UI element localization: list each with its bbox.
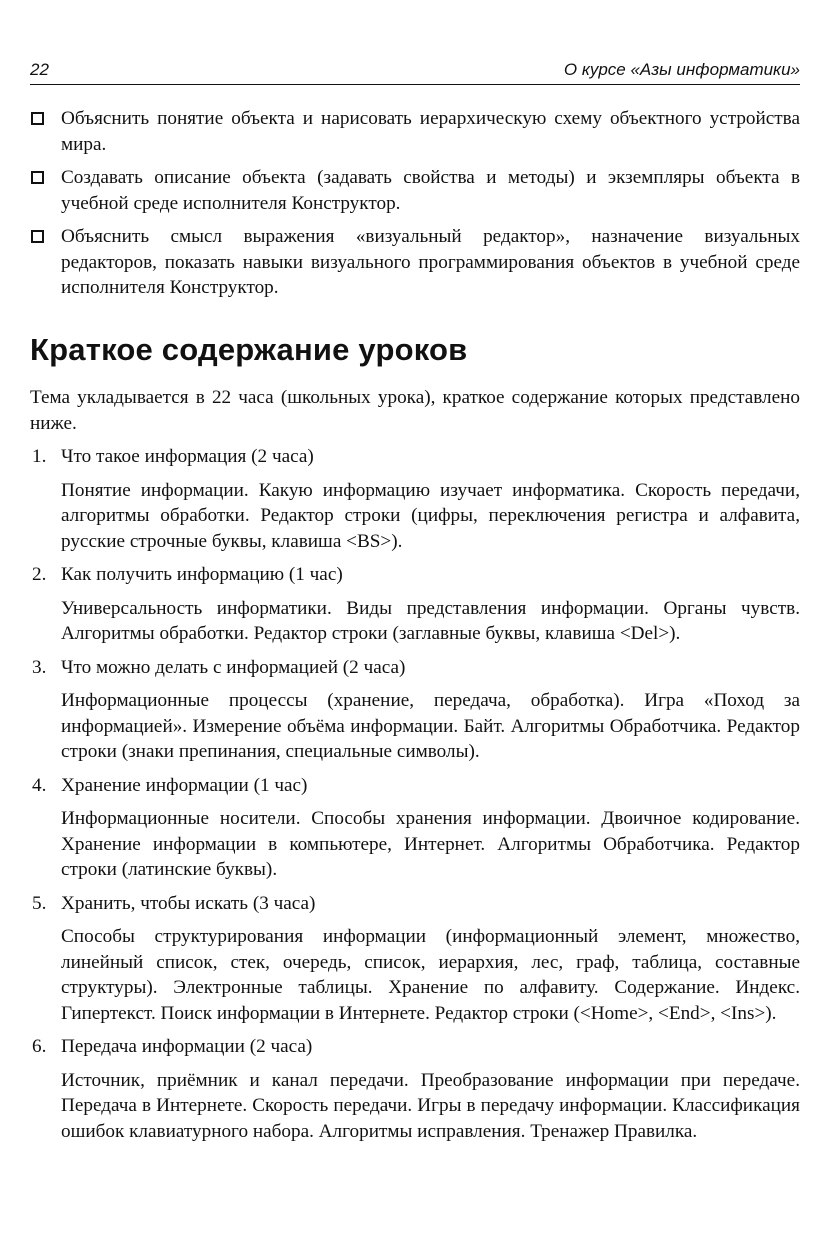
objective-item <box>30 165 800 216</box>
lesson-body: Понятие информации. Какую информацию изучает информатика. Скорость передачи, алгоритмы обработки. Редактор строки (цифры, переключения регистра и алфавита, русские строчные буквы, клавиша <BS>). <box>61 479 800 552</box>
lesson-body: Универсальность информатики. Виды представления информации. Органы чувств. Алгоритмы обработки. Редактор строки (заглавные буквы, клавиша <Del>). <box>61 597 800 644</box>
lesson-heading <box>30 444 800 470</box>
lesson-heading <box>30 562 800 588</box>
lesson-number: 2. <box>32 564 47 585</box>
lesson-body: Информационные процессы (хранение, передача, обработка). Игра «Поход за информацией». Измерение объёма информации. Байт. Алгоритмы Обработчика. Редактор строки (знаки препинания, специальные символы). <box>61 690 800 762</box>
checkbox-bullet-icon <box>31 112 44 125</box>
intro-paragraph: Тема укладывается в 22 часа (школьных урока), краткое содержание которых представлено ниже. <box>30 387 800 434</box>
lesson-heading <box>30 1034 800 1060</box>
lesson-body: Способы структурирования информации (информационный элемент, множество, линейный список, стек, очередь, список, иерархия, лес, граф, таблица, составные структуры). Электронные таблицы. Хранение по алфавиту. Содержание. Индекс. Гипертекст. Поиск информации в Интернете. Редактор строки (<Home>, <End>, <Ins>). <box>61 926 800 1024</box>
objective-item <box>30 106 800 157</box>
page-number: 22 <box>30 60 49 79</box>
lesson-item <box>30 891 800 1027</box>
lesson-title: Что можно делать с информацией (2 часа) <box>61 656 406 678</box>
lesson-heading <box>30 655 800 681</box>
objective-text: Создавать описание объекта (задавать свойства и методы) и экземпляры объекта в учебной среде исполнителя Конструктор. <box>61 167 800 214</box>
lesson-item <box>30 444 800 554</box>
objective-item <box>30 224 800 301</box>
lessons-list <box>30 444 800 1152</box>
objective-text: Объяснить понятие объекта и нарисовать иерархическую схему объектного устройства мира. <box>61 108 800 155</box>
lesson-item <box>30 655 800 765</box>
lesson-number: 3. <box>32 656 47 678</box>
checkbox-bullet-icon <box>31 171 44 184</box>
lesson-item <box>30 562 800 647</box>
lesson-body: Источник, приёмник и канал передачи. Преобразование информации при передаче. Передача в Интернете. Скорость передачи. Игры в передачу информации. Классификация ошибок клавиатурного набора. Алгоритмы исправления. Тренажер Правилка. <box>61 1069 800 1142</box>
lesson-heading <box>30 773 800 799</box>
lesson-title: Передача информации (2 часа) <box>61 1036 313 1057</box>
lesson-title: Хранить, чтобы искать (3 часа) <box>61 892 316 914</box>
lesson-heading <box>30 891 800 917</box>
lesson-title: Хранение информации (1 час) <box>61 774 308 796</box>
running-head-title: О курсе «Азы информатики» <box>563 60 800 79</box>
lesson-number: 4. <box>32 774 47 796</box>
lesson-number: 6. <box>32 1036 47 1057</box>
lesson-title: Как получить информацию (1 час) <box>61 564 343 585</box>
checkbox-bullet-icon <box>31 230 44 243</box>
section-title: Краткое содержание уроков <box>30 332 468 367</box>
lesson-number: 5. <box>32 892 47 914</box>
lesson-number: 1. <box>32 446 47 467</box>
lesson-title: Что такое информация (2 часа) <box>61 446 314 467</box>
lesson-item <box>30 773 800 883</box>
objective-text: Объяснить смысл выражения «визуальный редактор», назначение визуальных редакторов, показать навыки визуального программирования объектов в учебной среде исполнителя Конструктор. <box>61 226 800 298</box>
lesson-item <box>30 1034 800 1144</box>
running-head <box>30 60 800 85</box>
lesson-body: Информационные носители. Способы хранения информации. Двоичное кодирование. Хранение информации в компьютере, Интернет. Алгоритмы Обработчика. Редактор строки (латинские буквы). <box>61 808 800 880</box>
objectives-list <box>30 106 800 309</box>
